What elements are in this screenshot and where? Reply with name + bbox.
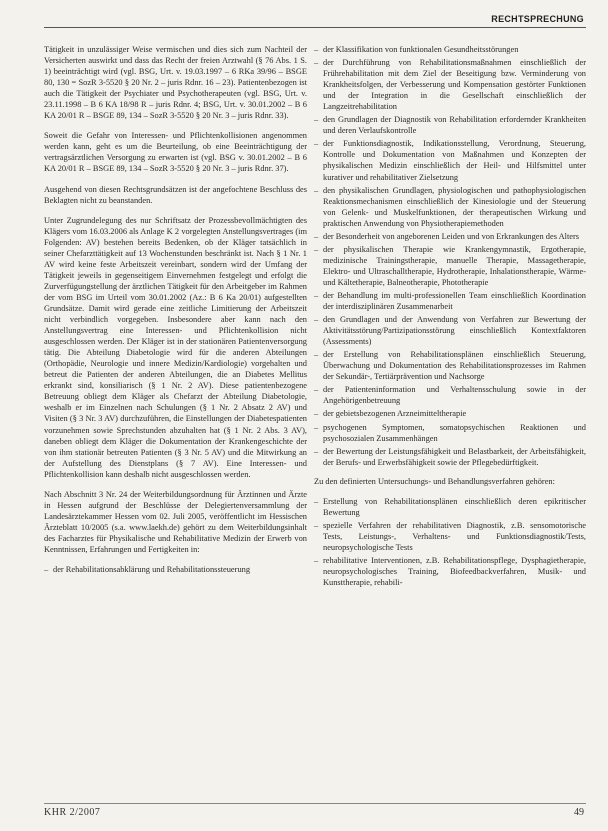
list-item: – spezielle Verfahren der rehabilitativen Diagnostik, z.B. sensomotorische Tests, Leistungs-, Verhaltens- und Funktionsdiagnostik/Tests, neuropsychologische Tests [314,520,586,552]
right-column [314,44,586,596]
bullet-list [314,496,586,588]
list-item: – der Erstellung von Rehabilitationsplänen einschließlich Steuerung, Überwachung und Dokumentation des Rehabilitationsprozesses im Rahmen der Sekundär-, Tertiärprävention und Nachsorge [314,350,586,382]
list-item: – den Grundlagen der Diagnostik von Rehabilitation erfordernder Krankheiten und deren Verlaufskontrolle [314,115,586,136]
list-item: – der Patienteninformation und Verhaltensschulung sowie in der Angehörigenbetreuung [314,385,586,406]
paragraph: Zu den definierten Untersuchungs- und Behandlungsverfahren gehören: [314,476,555,486]
journal-issue: KHR 2/2007 [44,807,101,818]
footer-rule [44,803,586,804]
bullet-list [314,44,586,468]
paragraph: Unter Zugrundelegung des nur Schriftsatz der Prozessbevollmächtigten des Klägers vom 16.03.2006 als Anlage K 2 vorgelegten Anstellungsvertrages (im Folgenden: AV) bestehen bereits Bedenken, ob der Kläger tatsächlich in seiner Chefarzttätigkeit auf 13 Wochenstunden beschränkt ist. Nach § 1 Nr. 1 AV wird keine feste Arbeitszeit vereinbart, sondern wird der Umfang der Tätigkeit jeweils in gegenseitigem Einvernehmen festgelegt und erfolgt die Zurverfügungstellung der ärztlichen Tätigkeit für den Arbeitgeber im Rahmen der vom BSG im Urteil vom 30.01.2002 (Az.: B 6 Ka 20/01) aufgestellten Grundsätze. Damit wird gerade eine zeitliche Limitierung der Arbeitszeit nicht verbindlich vorgegeben. Insbesondere aber kann nach den Anstellungsvertrag eine Interessen- und Pflichtenkollision nicht ausgeschlossen werden. Der Kläger ist in der stationären Patientenversorgung tätig. Die Abteilung Diabetologie wird für die anderen Abteilungen (Orthopädie, Neurologie und innere Medizin/Kardiologie) vorgehalten und betreut die Patienten der anderen Abteilungen, die an Diabetes Mellitus erkrankt sind, konsiliarisch (§ 1 Nr. 2 AV). Diese patientenbezogene Betreuung obliegt dem Kläger als Chefarzt der Abteilung Diabetologie, weshalb er im Einzelnen nach Schulungen (§ 1 Nr. 2 Absatz 2 AV) und Visiten (§ 3 Nr. 3 AV) durchzuführen, die Einstellungen der Diabetespatienten vorzunehmen sowie Sprechstunden abzuhalten hat (§ 1 Nr. 2 Abs. 3 AV), daneben obliegt dem Kläger die Dokumentation der Krankengeschichte der von ihm stationär betreuten Patienten (§ 3 Nr. 5 AV) und die Mitwirkung an der Aufstellung des Dienstplans (§ 7 AV). Eine Interessen- und Pflichtenkollision kann deshalb nicht ausgeschlossen werden. [44,215,307,479]
list-item: – der Behandlung im multi-professionellen Team einschließlich Koordination der interdisziplinären Zusammenarbeit [314,290,586,312]
list-item: – rehabilitative Interventionen, z.B. Rehabilitationspflege, Dysphagietherapie, neuropsychologisches Training, Biofeedbackverfahren, Musik- und Kunsttherapie, rehabili- [314,555,586,588]
section-label: RECHTSPRECHUNG [491,14,584,24]
list-item: – der physikalischen Therapie wie Krankengymnastik, Ergotherapie, medizinische Trainingstherapie, manuelle Therapie, Massagetherapie, Elektro- und Ultraschalltherapie, Hydrotherapie, Inhalationstherapie, Wärme- und Kältetherapie, Balneotherapie, Phototherapie [314,244,586,287]
page-number: 49 [574,807,584,818]
list-item: – den Grundlagen und der Anwendung von Verfahren zur Bewertung der Aktivitätsstörung/Partizipationsstörung einschließlich Kontextfaktoren (Assessments) [314,315,586,347]
list-item: – Erstellung von Rehabilitationsplänen einschließlich deren epikritischer Bewertung [314,496,586,517]
list-item: – den physikalischen Grundlagen, physiologischen und pathophysiologischen Reaktionsmechanismen einschließlich der Kinesiologie und der Steuerung von Gelenk- und Muskelfunktionen, der therapeutischen Wirkung und praktischen Anwendung von Physiotherapiemethoden [314,185,586,228]
bullet-list [44,564,307,575]
paragraph: Ausgehend von diesen Rechtsgrundsätzen ist der angefochtene Beschluss des Beklagten nicht zu beanstanden. [44,184,307,205]
left-column [44,44,307,583]
paragraph: Soweit die Gefahr von Interessen- und Pflichtenkollisionen angenommen werden kann, geht es um die Beurteilung, ob eine Beeinträchtigung der vertragsärztlichen Versorgung zu erwarten ist (vgl. BSG v. 30.01.2002 – B 6 KA 20/01 R – BSGE 89, 134 – SozR 3-5520 § 20 Nr. 3 – juris Rdnr. 37). [44,131,307,174]
paragraph: Nach Abschnitt 3 Nr. 24 der Weiterbildungsordnung für Ärztinnen und Ärzte in Hessen aufgrund der Beschlüsse der Delegiertenversammlung der Landesärztekammer Hessen vom 02. Juli 2005, veröffentlicht im Hessischen Ärzteblatt 10/2005 (s.a. www.laekh.de) gehört zu dem Weiterbildungsinhalt des Facharztes für Physikalische und Rehabilitative Medizin der Erwerb von Kenntnissen, Erfahrungen und Fertigkeiten in: [44,489,307,554]
list-item: – der Funktionsdiagnostik, Indikationsstellung, Verordnung, Steuerung, Kontrolle und Dokumentation von Maßnahmen und Konzepten der physikalischen Medizin einschließlich der Heil- und Hilfsmittel unter kurativer und rehabilitativer Zielsetzung [314,139,586,182]
list-item: – der gebietsbezogenen Arzneimitteltherapie [314,409,467,419]
header-rule [44,27,586,28]
list-item: – psychogenen Symptomen, somatopsychischen Reaktionen und psychosozialen Zusammenhängen [314,422,586,443]
list-item: – der Bewertung der Leistungsfähigkeit und Belastbarkeit, der Arbeitsfähigkeit, der Berufs- und Erwerbsfähigkeit sowie der Pflegebedürftigkeit. [314,446,586,467]
list-item: – der Rehabilitationsabklärung und Rehabilitationssteuerung [44,565,251,575]
list-item: – der Besonderheit von angeborenen Leiden und von Erkrankungen des Alters [314,231,580,241]
paragraph: Tätigkeit in unzulässiger Weise vermischen und dies sich zum Nachteil der Versicherten auswirkt und dass das Recht der freien Arztwahl (§ 76 Abs. 1 S. 1) beeinträchtigt wird (vgl. BSG, Urt. v. 19.03.1997 – 6 RKa 39/96 – BSGE 80, 130 = SozR 3-5520 § 20 Nr. 2 – juris Rdnr. 16 – 23). Patientenbezogen ist auch die Tätigkeit der Psychiater und Psychotherapeuten (vgl. BSG, Urt. v. 23.11.1998 – B 6 KA 18/98 R – juris Rdnr. 4; BSG, Urt. v. 30.01.2002 – B 6 KA 20/01 R – BSGE 89, 134 – SozR 3-5520 § 20 Nr. 3 – juris Rdnr. 33). [44,45,307,121]
list-item: – der Klassifikation von funktionalen Gesundheitsstörungen [314,45,519,54]
list-item: – der Durchführung von Rehabilitationsmaßnahmen einschließlich der Frührehabilitation mit dem Ziel der Beseitigung bzw. Verminderung von Krankheitsfolgen, der Verbesserung und Kompensation gestörter Funktionen und der Integration in die Gesellschaft einschließlich der Langzeitrehabilitation [314,58,586,112]
